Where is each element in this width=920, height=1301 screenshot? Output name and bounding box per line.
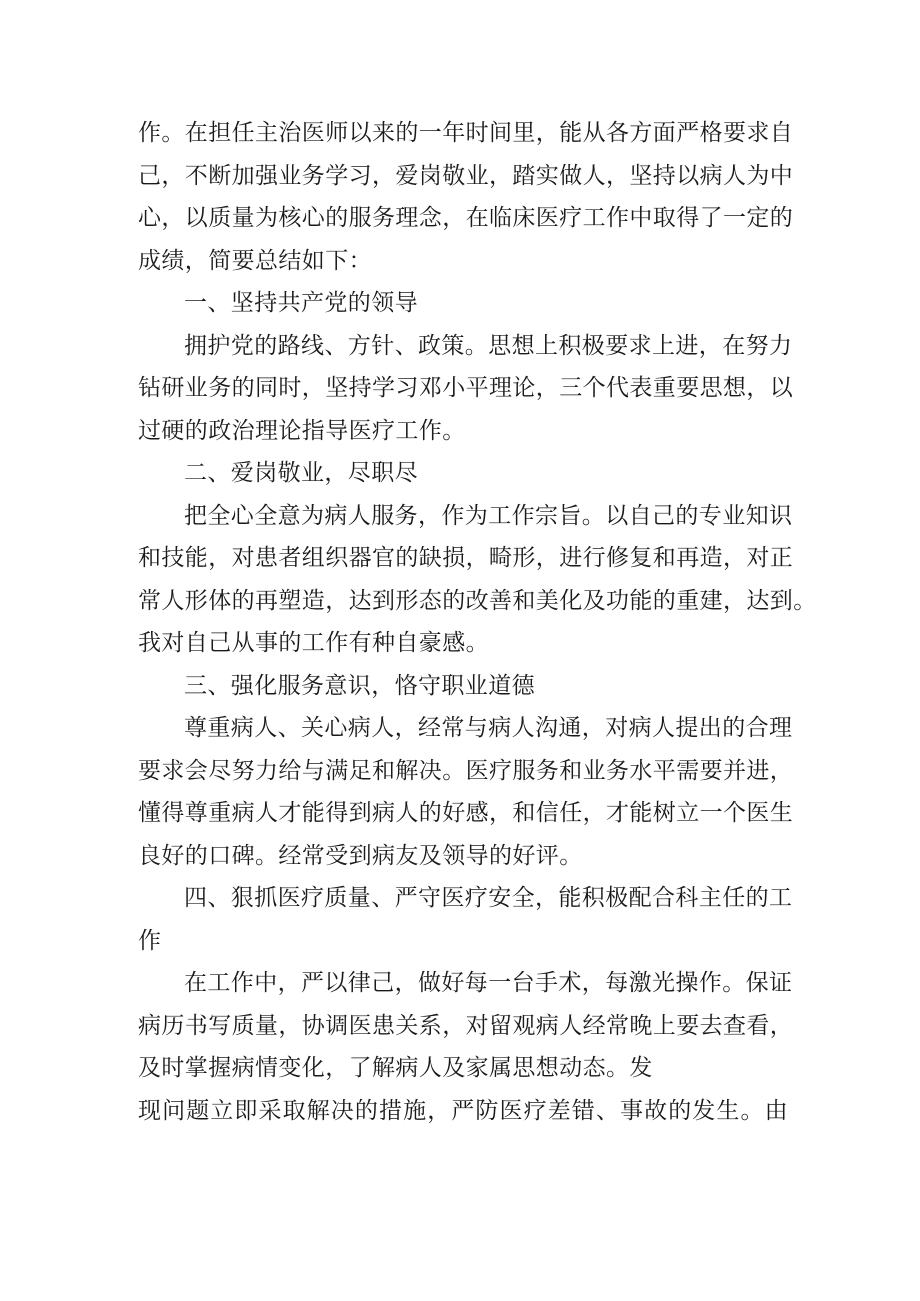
body-text-line: 成绩，简要总结如下： xyxy=(138,247,372,274)
body-text-line: 把全心全意为病人服务，作为工作宗旨。以自己的专业知识 xyxy=(184,502,793,529)
section-heading-3: 三、强化服务意识，恪守职业道德 xyxy=(184,672,535,699)
body-text-line: 及时掌握病情变化，了解病人及家属思想动态。发 xyxy=(138,1055,653,1081)
body-text-line: 过硬的政治理论指导医疗工作。 xyxy=(138,417,466,444)
document-body xyxy=(138,112,817,1132)
body-text-line: 常人形体的再塑造，达到形态的改善和美化及功能的重建，达到。 xyxy=(138,587,817,614)
body-text-line: 在工作中，严以律己，做好每一台手术，每激光操作。保证 xyxy=(184,970,793,996)
section-heading-2: 二、爱岗敬业，尽职尽 xyxy=(184,460,418,486)
body-text-line: 和技能，对患者组织器官的缺损，畸形，进行修复和再造，对正 xyxy=(138,545,794,571)
body-text-line: 我对自己从事的工作有种自豪感。 xyxy=(138,630,489,656)
body-text-line: 拥护党的路线、方针、政策。思想上积极要求上进，在努力 xyxy=(184,332,793,359)
body-text-line: 良好的口碑。经常受到病友及领导的好评。 xyxy=(138,842,583,869)
section-heading-4-continued: 作 xyxy=(138,927,162,954)
body-text-line: 心，以质量为核心的服务理念，在临床医疗工作中取得了一定的 xyxy=(138,205,794,231)
body-text-line: 尊重病人、关心病人，经常与病人沟通，对病人提出的合理 xyxy=(184,715,793,741)
body-text-line: 现问题立即采取解决的措施，严防医疗差错、事故的发生。由 xyxy=(138,1097,788,1124)
body-text-line: 作。在担任主治医师以来的一年时间里，能从各方面严格要求自 xyxy=(138,120,794,146)
body-text-line: 病历书写质量，协调医患关系，对留观病人经常晚上要去查看， xyxy=(138,1012,794,1039)
section-heading-4: 四、狠抓医疗质量、严守医疗安全，能积极配合科主任的工 xyxy=(184,885,793,911)
body-text-line: 懂得尊重病人才能得到病人的好感，和信任，才能树立一个医生 xyxy=(138,800,794,826)
body-text-line: 要求会尽努力给与满足和解决。医疗服务和业务水平需要并进， xyxy=(138,757,794,784)
section-heading-1: 一、坚持共产党的领导 xyxy=(184,290,418,316)
body-text-line: 己，不断加强业务学习，爱岗敬业，踏实做人，坚持以病人为中 xyxy=(138,162,794,189)
body-text-line: 钻研业务的同时，坚持学习邓小平理论，三个代表重要思想，以 xyxy=(138,375,794,401)
